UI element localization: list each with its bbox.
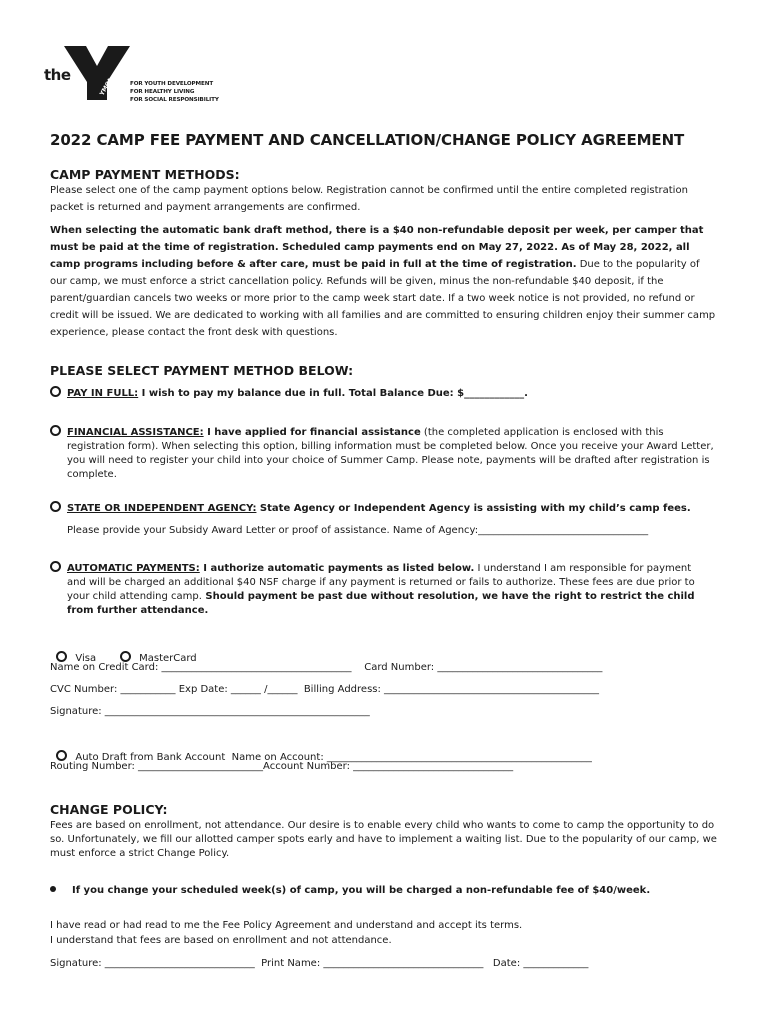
- logo-tagline: FOR HEALTHY LIVING: [130, 89, 195, 95]
- payment-methods-heading: CAMP PAYMENT METHODS:: [50, 167, 240, 182]
- change-policy-heading: CHANGE POLICY:: [50, 802, 168, 817]
- change-fee-text: If you change your scheduled week(s) of camp, you will be charged a non-refundable fee of $40/week.: [72, 885, 651, 896]
- payment-policy-text: Due to the popularity of our camp, we must enforce a strict cancellation policy. Refunds will be given, minus the non-refundable $40 deposit, if the parent/guardian cancels two weeks or more prior to the camp week start date. If a two week notice is not provided, no refund or credit will be issued. We are dedicated to working with all families and are committed to ensuring children enjoy their summer camp experience, please contact the front desk with questions.: [50, 259, 716, 338]
- financial-bold: I have applied for financial assistance: [203, 427, 421, 438]
- option-pay-in-full[interactable]: [50, 386, 720, 401]
- automatic-cont-text: and will be charged an additional $40 NSF charge if any payment is returned or fails to authorize. These fees are due prior to your child attending camp.: [67, 577, 695, 602]
- ymca-y-mark-icon: [62, 44, 134, 102]
- payment-policy-paragraph: [50, 222, 718, 341]
- financial-label: FINANCIAL ASSISTANCE:: [67, 427, 204, 438]
- payment-policy-bold: When selecting the automatic bank draft method, there is a $40 non-refundable deposit per week, per camper that must be paid at the time of registration. Scheduled camp payments end on May 27, 2022. As of May 28, 2022, all camp programs including before & after care, must be paid in full at the time of registration.: [50, 225, 704, 270]
- name-on-account-field[interactable]: Name on Account: _____________________________________________________: [225, 752, 592, 763]
- agreement-line-1: I have read or had read to me the Fee Policy Agreement and understand and accept its terms.: [50, 920, 523, 931]
- radio-circle-icon[interactable]: [50, 501, 61, 512]
- financial-continued: registration form). When selecting this option, billing information must be completed below. Once you receive your Award Letter, you will need to register your child into your choice of Summer Camp. Please note, payments will be drafted after registration is complete.: [67, 441, 714, 480]
- logo-ymca-text: YMCA: [98, 76, 115, 97]
- radio-circle-icon[interactable]: [50, 561, 61, 572]
- card-type-row: [50, 640, 197, 664]
- radio-circle-icon[interactable]: [50, 425, 61, 436]
- logo-taglines: [130, 80, 219, 104]
- automatic-continued: [50, 576, 720, 618]
- mastercard-label[interactable]: MasterCard: [139, 653, 197, 664]
- logo-word: the: [44, 66, 71, 84]
- payment-methods-intro: Please select one of the camp payment options below. Registration cannot be confirmed until the entire completed registration packet is returned and payment arrangements are confirmed.: [50, 185, 688, 213]
- radio-circle-icon[interactable]: [50, 386, 61, 397]
- agreement-signature-field[interactable]: Signature: ______________________________ Print Name: ________________________________ Date: _____________: [50, 958, 589, 969]
- bank-draft-row[interactable]: [50, 739, 592, 763]
- change-policy-text: Fees are based on enrollment, not attendance. Our desire is to enable every child who wants to come to camp the opportunity to do so. Unfortunately, we fill our allotted camper spots early and have to implement a waiting list. Due to the popularity of our camp, we must enforce a strict Change Policy.: [50, 820, 717, 859]
- radio-circle-icon[interactable]: [120, 651, 131, 662]
- ymca-logo: [44, 44, 224, 106]
- agreement-line-2: I understand that fees are based on enrollment and not attendance.: [50, 935, 392, 946]
- automatic-label: AUTOMATIC PAYMENTS:: [67, 563, 200, 574]
- option-state-agency[interactable]: [50, 501, 720, 538]
- change-fee-bullet: [50, 885, 650, 896]
- select-method-heading: PLEASE SELECT PAYMENT METHOD BELOW:: [50, 363, 354, 378]
- automatic-cont-bold: Should payment be past due without resolution, we have the right to restrict the child from further attendance.: [67, 591, 695, 616]
- agency-continued: Please provide your Subsidy Award Letter or proof of assistance. Name of Agency:__________________________________: [67, 525, 649, 536]
- agency-bold: State Agency or Independent Agency is assisting with my child’s camp fees.: [256, 503, 691, 514]
- routing-account-field[interactable]: Routing Number: _________________________Account Number: ________________________________: [50, 761, 514, 772]
- option-financial-assistance[interactable]: [50, 425, 720, 482]
- card-cvc-exp-address-field[interactable]: CVC Number: ___________ Exp Date: ______ /______ Billing Address: ___________________________________________: [50, 684, 600, 695]
- automatic-bold: I authorize automatic payments as listed below.: [199, 563, 475, 574]
- agency-label: STATE OR INDEPENDENT AGENCY:: [67, 503, 257, 514]
- page-title: 2022 CAMP FEE PAYMENT AND CANCELLATION/CHANGE POLICY AGREEMENT: [50, 131, 685, 149]
- automatic-text: I understand I am responsible for payment: [474, 563, 692, 574]
- bullet-icon: [50, 886, 56, 892]
- radio-circle-icon[interactable]: [56, 750, 67, 761]
- financial-text: (the completed application is enclosed with this: [420, 427, 664, 438]
- visa-label[interactable]: Visa: [75, 653, 97, 664]
- pay-full-text: I wish to pay my balance due in full. Total Balance Due: $____________.: [138, 388, 528, 399]
- card-name-number-field[interactable]: Name on Credit Card: ______________________________________ Card Number: _________________________________: [50, 662, 603, 673]
- bank-draft-label: Auto Draft from Bank Account: [75, 752, 226, 763]
- option-automatic-payments[interactable]: [50, 561, 720, 618]
- card-signature-field[interactable]: Signature: _____________________________________________________: [50, 706, 370, 717]
- radio-circle-icon[interactable]: [56, 651, 67, 662]
- logo-tagline: FOR YOUTH DEVELOPMENT: [130, 81, 214, 87]
- logo-tagline: FOR SOCIAL RESPONSIBILITY: [130, 97, 219, 103]
- pay-full-label: PAY IN FULL:: [67, 388, 139, 399]
